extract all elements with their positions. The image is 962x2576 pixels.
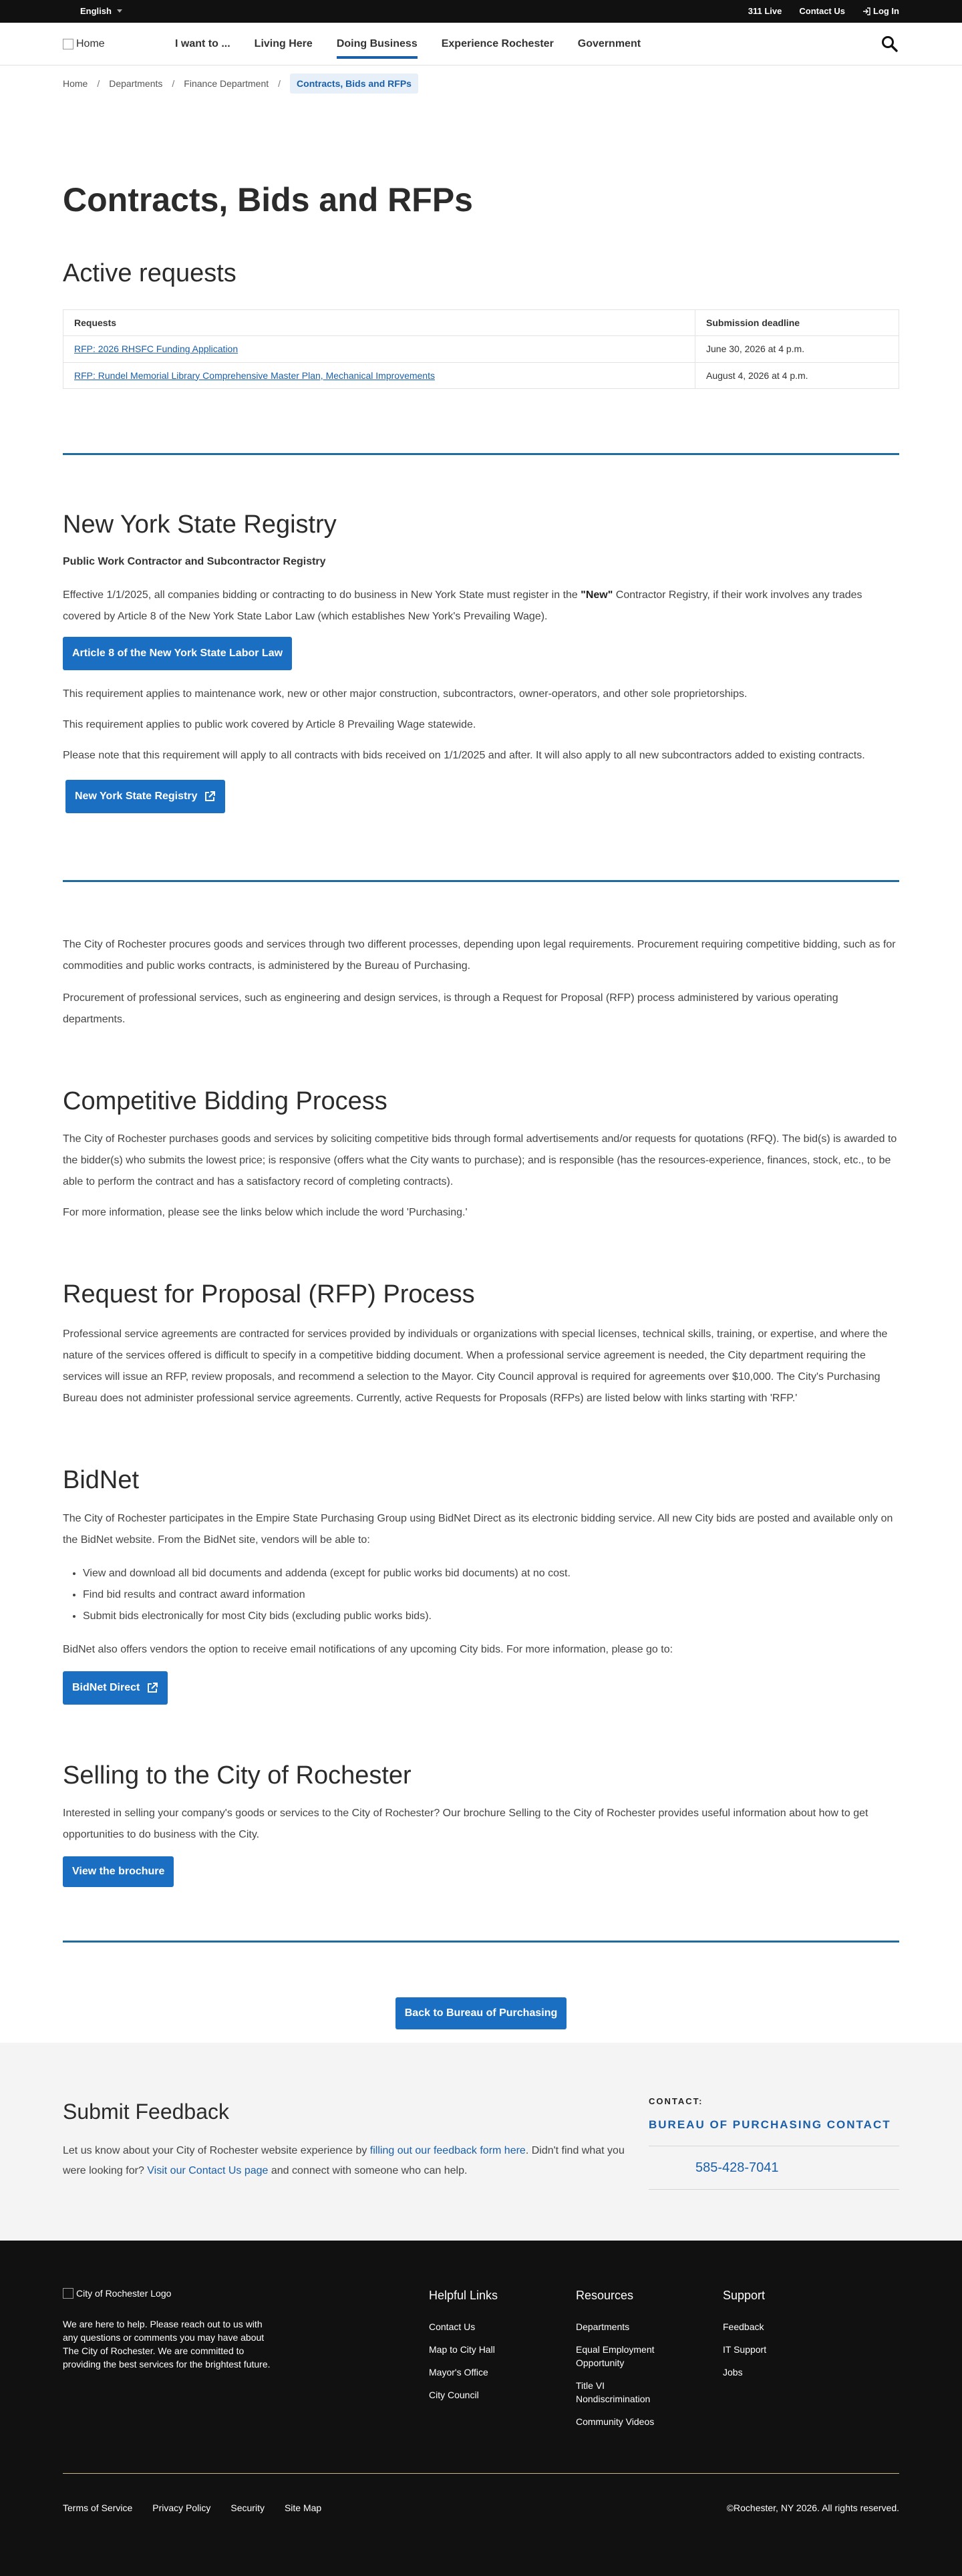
footer-column-support [723,2286,870,2438]
request-link[interactable]: RFP: 2026 RHSFC Funding Application [74,343,238,355]
registry-paragraph: This requirement applies to public work covered by Article 8 Prevailing Wage statewide. [63,718,476,730]
footer-column-resources [576,2286,723,2438]
text-span: Let us know about your City of Rochester website experience by [63,2145,370,2157]
table-header-row [63,309,899,335]
list-item: • Submit bids electronically for most City bids (excluding public works bids). [83,1606,899,1627]
nav-item-doing-business[interactable]: Doing Business [337,23,418,65]
nav-item-experience-rochester[interactable]: Experience Rochester [441,38,554,50]
footer-column-helpful-links [429,2286,576,2438]
text-span: Effective 1/1/2025, all companies bidding or contracting to do business in New York State must register in the [63,589,581,601]
section-divider [63,1941,899,1943]
selling-paragraph: Interested in selling your company's goods or services to the City of Rochester? Our brochure Selling to the City of Rochester provides useful information about how to get opportunities to do business with the City. [63,1808,868,1841]
footer-link[interactable]: City Council [429,2389,479,2400]
footer-link[interactable]: Departments [576,2321,630,2332]
bidnet-paragraph: The City of Rochester participates in the Empire State Purchasing Group using BidNet Direct as its electronic bidding service. All new City bids are posted and available only on the BidNet website. From the BidNet site, vendors will be able to: [63,1512,893,1546]
contact-label: CONTACT: [649,2096,703,2107]
rfp-heading: Request for Proposal (RFP) Process [63,1280,475,1309]
text-span: . Didn't find what you were looking for? [63,2145,625,2177]
contact-title: BUREAU OF PURCHASING CONTACT [649,2116,899,2146]
registry-paragraph: This requirement applies to maintenance work, new or other major construction, subcontractors, owner-operators, and other sole proprietorships. [63,688,748,700]
footer-column-title: Helpful Links [429,2289,498,2303]
contact-card [649,2095,899,2190]
logo-alt-text: Home [76,38,105,50]
language-selector[interactable] [63,5,122,19]
footer-link[interactable]: Community Videos [576,2416,655,2427]
external-link-icon [146,1682,158,1694]
page-title: Contracts, Bids and RFPs [63,181,473,219]
footer-link[interactable]: Map to City Hall [429,2343,495,2355]
footer-bottom-bar [63,2473,899,2515]
bidnet-heading: BidNet [63,1465,140,1494]
terms-link[interactable]: Terms of Service [63,2502,133,2514]
breadcrumb [63,74,899,94]
new-emphasis: "New" [581,589,613,601]
deadline-cell: August 4, 2026 at 4 p.m. [695,362,899,388]
feedback-text [63,2141,637,2181]
bidnet-feature-list [83,1563,899,1627]
bidnet-paragraph: BidNet also offers vendors the option to receive email notifications of any upcoming City bids. For more information, please go to: [63,1643,673,1655]
list-item: • Find bid results and contract award information [83,1584,899,1606]
section-divider [63,880,899,882]
language-label: English [80,5,112,16]
login-label: Log In [873,5,899,16]
list-item: • View and download all bid documents and addenda (except for public works bid documents) at no cost. [83,1563,899,1584]
footer-link[interactable]: Feedback [723,2321,764,2332]
footer-logo-alt: City of Rochester Logo [76,2288,172,2299]
view-brochure-button[interactable]: View the brochure [63,1856,174,1887]
text-span: We are here to help. Please [63,2318,182,2329]
breadcrumb-current: Contracts, Bids and RFPs [290,74,418,94]
bidnet-direct-button[interactable] [63,1671,168,1705]
breadcrumb-finance[interactable]: Finance Department [184,78,269,89]
registry-heading: New York State Registry [63,511,337,539]
button-label: New York State Registry [75,790,198,802]
active-requests-heading: Active requests [63,259,236,288]
table-row [63,336,899,362]
link-contact-us[interactable]: Contact Us [799,5,845,16]
column-header-requests: Requests [63,309,695,335]
competitive-heading: Competitive Bidding Process [63,1087,387,1115]
text-span: Contractor Registry, if their work involves any trades covered by Article 8 of the New York State Labor Law (which establishes New York's Prevailing Wage). [63,589,862,622]
footer-logo[interactable] [63,2286,429,2301]
footer-link[interactable]: Title VI Nondiscrimination [576,2380,651,2404]
request-cell [63,336,695,362]
site-map-link[interactable]: Site Map [284,2502,322,2514]
link-log-in[interactable] [862,5,899,19]
back-to-purchasing-button[interactable]: Back to Bureau of Purchasing [395,1997,567,2029]
chevron-down-icon [117,9,122,13]
footer-link[interactable]: Mayor's Office [429,2366,488,2378]
request-cell [63,362,695,388]
feedback-form-link[interactable]: filling out our feedback form here [369,2145,526,2157]
main-nav [0,23,962,65]
feedback-section [0,2043,962,2241]
login-icon [862,7,870,15]
registry-paragraph [63,585,899,627]
button-label: BidNet Direct [72,1681,140,1693]
home-logo-link[interactable] [63,35,175,53]
footer-link[interactable]: Jobs [723,2366,743,2378]
column-header-deadline: Submission deadline [695,309,899,335]
reach-out-link[interactable]: reach out to us [181,2318,243,2329]
registry-paragraph: Please note that this requirement will apply to all contracts with bids received on 1/1/2025 and after. It will also apply to all new subcontractors added to existing contracts. [63,749,865,761]
security-link[interactable]: Security [230,2502,265,2514]
nys-registry-button[interactable] [65,780,225,813]
footer-link[interactable]: IT Support [723,2343,767,2355]
footer-link[interactable]: Contact Us [429,2321,476,2332]
external-link-icon [204,791,216,803]
competitive-paragraph: The City of Rochester purchases goods and services by soliciting competitive bids through formal advertisements and/or requests for quotations (RFQ). The bid(s) is awarded to the bidder(s) who submits the lowest price; is responsive (offers what the City wants to purchase); and is responsible (has the resources-experience, finances, stock, etc., to be able to perform the contract and has a satisfactory record of completing contracts). [63,1133,897,1188]
copyright: ©Rochester, NY 2026. All rights reserved. [726,2502,899,2514]
link-311-live[interactable]: 311 Live [748,5,782,16]
article-8-button[interactable]: Article 8 of the New York State Labor Law [63,637,292,670]
broken-image-icon [63,39,73,49]
section-divider [63,453,899,455]
nav-item-living-here[interactable]: Living Here [254,38,313,50]
intro-paragraph: Procurement of professional services, such as engineering and design services, is through a Request for Proposal (RFP) process administered by various operating departments. [63,992,838,1025]
active-requests-table [63,309,899,389]
breadcrumb-home[interactable]: Home [63,78,88,89]
competitive-paragraph: For more information, please see the links below which include the word 'Purchasing.' [63,1207,468,1219]
contact-us-page-link[interactable]: Visit our Contact Us page [147,2165,269,2177]
text-span: and connect with someone who can help. [268,2165,468,2177]
utility-bar [0,0,962,23]
broken-image-icon [63,2288,73,2299]
breadcrumb-separator: / [97,78,100,89]
footer-column-title: Support [723,2289,766,2303]
contact-phone[interactable]: 585-428-7041 [649,2146,899,2190]
nav-item-government[interactable]: Government [577,38,641,50]
intro-paragraph: The City of Rochester procures goods and services through two different processes, depending upon legal requirements. Procurement requiring competitive bidding, such as for commodities and public works contracts, is administered by the Bureau of Purchasing. [63,938,896,972]
footer-link[interactable]: Equal Employment Opportunity [576,2343,655,2368]
search-icon[interactable] [880,35,899,53]
table-row [63,362,899,388]
site-footer [0,2241,962,2576]
footer-about [63,2317,271,2371]
registry-subheading: Public Work Contractor and Subcontractor Registry [63,555,326,567]
deadline-cell: June 30, 2026 at 4 p.m. [695,336,899,362]
footer-column-title: Resources [576,2289,634,2303]
rfp-paragraph: Professional service agreements are contracted for services provided by individuals or organizations with special licenses, technical skills, training, or expertise, and where the nature of the services offered is difficult to specify in a competitive bidding document. When a professional service agreement is needed, the City department requiring the services will issue an RFP, review proposals, and recommend a selection to the Mayor. City Council approval is required for agreements over $10,000. The City's Purchasing Bureau does not administer professional service agreements. Currently, active Requests for Proposals (RFPs) are listed below with links starting with 'RFP.' [63,1328,888,1404]
breadcrumb-separator: / [172,78,175,89]
privacy-link[interactable]: Privacy Policy [152,2502,211,2514]
selling-heading: Selling to the City of Rochester [63,1761,412,1790]
request-link[interactable]: RFP: Rundel Memorial Library Comprehensive Master Plan, Mechanical Improvements [74,370,435,381]
nav-item-i-want-to[interactable]: I want to ... [175,38,230,50]
breadcrumb-separator: / [278,78,281,89]
feedback-heading: Submit Feedback [63,2100,230,2124]
breadcrumb-departments[interactable]: Departments [109,78,163,89]
text-span: with any questions or comments you may have about The City of Rochester. We are committed to providing the best services for the brightest future. [63,2318,271,2370]
